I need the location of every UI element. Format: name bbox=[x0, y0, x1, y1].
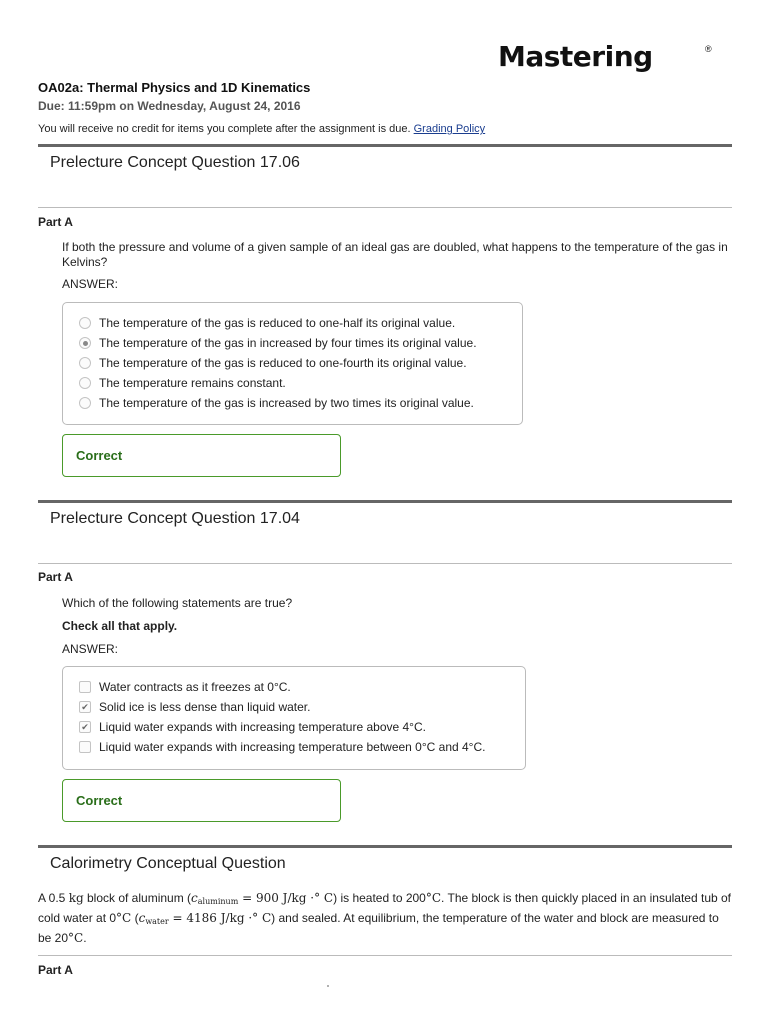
section-divider bbox=[38, 845, 732, 848]
answer-option[interactable] bbox=[79, 375, 286, 391]
radio-button-selected[interactable] bbox=[79, 337, 91, 349]
radio-button[interactable] bbox=[79, 397, 91, 409]
late-notice bbox=[38, 123, 485, 135]
question-intro: A 0.5 kg block of aluminum ($c_{aluminum} = 900$ J/kg ·° C) is heated to 200°C. The block is then quickly placed in an insulated tub of cold water at 0°C ($c_{water} = 4186$ J/kg ·° C) and sealed. At equilibrium, the temperature of the water and block are measured to be 20°C. bbox=[38, 891, 732, 945]
part-divider bbox=[38, 563, 732, 564]
answer-option[interactable] bbox=[79, 679, 291, 695]
feedback-correct-box bbox=[62, 434, 341, 477]
part-label: Part A bbox=[38, 570, 73, 584]
answer-option[interactable] bbox=[79, 699, 310, 715]
answer-label: ANSWER: bbox=[62, 277, 119, 291]
option-label: The temperature of the gas in increased by four times its original value. bbox=[99, 336, 477, 350]
part-divider bbox=[38, 955, 732, 956]
due-date: Due: 11:59pm on Wednesday, August 24, 2016 bbox=[38, 99, 301, 113]
feedback-correct-box bbox=[62, 779, 341, 822]
question-prompt: Which of the following statements are true? bbox=[62, 596, 293, 610]
radio-button[interactable] bbox=[79, 357, 91, 369]
radio-button[interactable] bbox=[79, 377, 91, 389]
checkbox-checked[interactable]: ✔ bbox=[79, 721, 91, 733]
answer-option[interactable] bbox=[79, 719, 426, 735]
question-title: Calorimetry Conceptual Question bbox=[50, 855, 286, 872]
option-label: Liquid water expands with increasing temperature above 4°C. bbox=[99, 720, 426, 734]
option-label: The temperature remains constant. bbox=[99, 376, 286, 390]
check-all-instruction: Check all that apply. bbox=[62, 619, 178, 633]
assignment-title: OA02a: Thermal Physics and 1D Kinematics bbox=[38, 80, 311, 95]
option-label: The temperature of the gas is increased by two times its original value. bbox=[99, 396, 474, 410]
feedback-correct-text: Correct bbox=[76, 448, 123, 463]
answer-option[interactable] bbox=[79, 315, 455, 331]
answer-options-box bbox=[62, 666, 526, 770]
question-title: Prelecture Concept Question 17.04 bbox=[50, 510, 300, 527]
answer-option[interactable] bbox=[79, 335, 477, 351]
checkbox[interactable] bbox=[79, 741, 91, 753]
answer-options-box bbox=[62, 302, 523, 425]
answer-option[interactable] bbox=[79, 355, 467, 371]
registered-mark: ® bbox=[705, 44, 712, 54]
option-label: The temperature of the gas is reduced to one-half its original value. bbox=[99, 316, 456, 330]
radio-button[interactable] bbox=[79, 317, 91, 329]
option-label: Water contracts as it freezes at 0°C. bbox=[99, 680, 291, 694]
feedback-correct-text: Correct bbox=[76, 793, 123, 808]
part-divider bbox=[38, 207, 732, 208]
option-label: Liquid water expands with increasing temperature between 0°C and 4°C. bbox=[99, 740, 486, 754]
section-divider bbox=[38, 144, 732, 147]
page-artifact-dot bbox=[327, 985, 329, 987]
option-label: Solid ice is less dense than liquid water. bbox=[99, 700, 311, 714]
part-label: Part A bbox=[38, 963, 73, 977]
answer-option[interactable] bbox=[79, 739, 485, 755]
checkbox[interactable] bbox=[79, 681, 91, 693]
part-label: Part A bbox=[38, 215, 73, 229]
grading-policy-link[interactable]: Grading Policy bbox=[413, 123, 486, 135]
question-prompt: If both the pressure and volume of a given sample of an ideal gas are doubled, what happens to the temperature of the gas in Kelvins? bbox=[62, 240, 728, 269]
question-title: Prelecture Concept Question 17.06 bbox=[50, 154, 300, 171]
section-divider bbox=[38, 500, 732, 503]
answer-option[interactable] bbox=[79, 395, 474, 411]
option-label: The temperature of the gas is reduced to one-fourth its original value. bbox=[99, 356, 467, 370]
mastering-logo: Mastering bbox=[498, 40, 653, 73]
answer-label: ANSWER: bbox=[62, 642, 119, 656]
late-notice-text: You will receive no credit for items you complete after the assignment is due. bbox=[38, 123, 411, 135]
checkbox-checked[interactable]: ✔ bbox=[79, 701, 91, 713]
